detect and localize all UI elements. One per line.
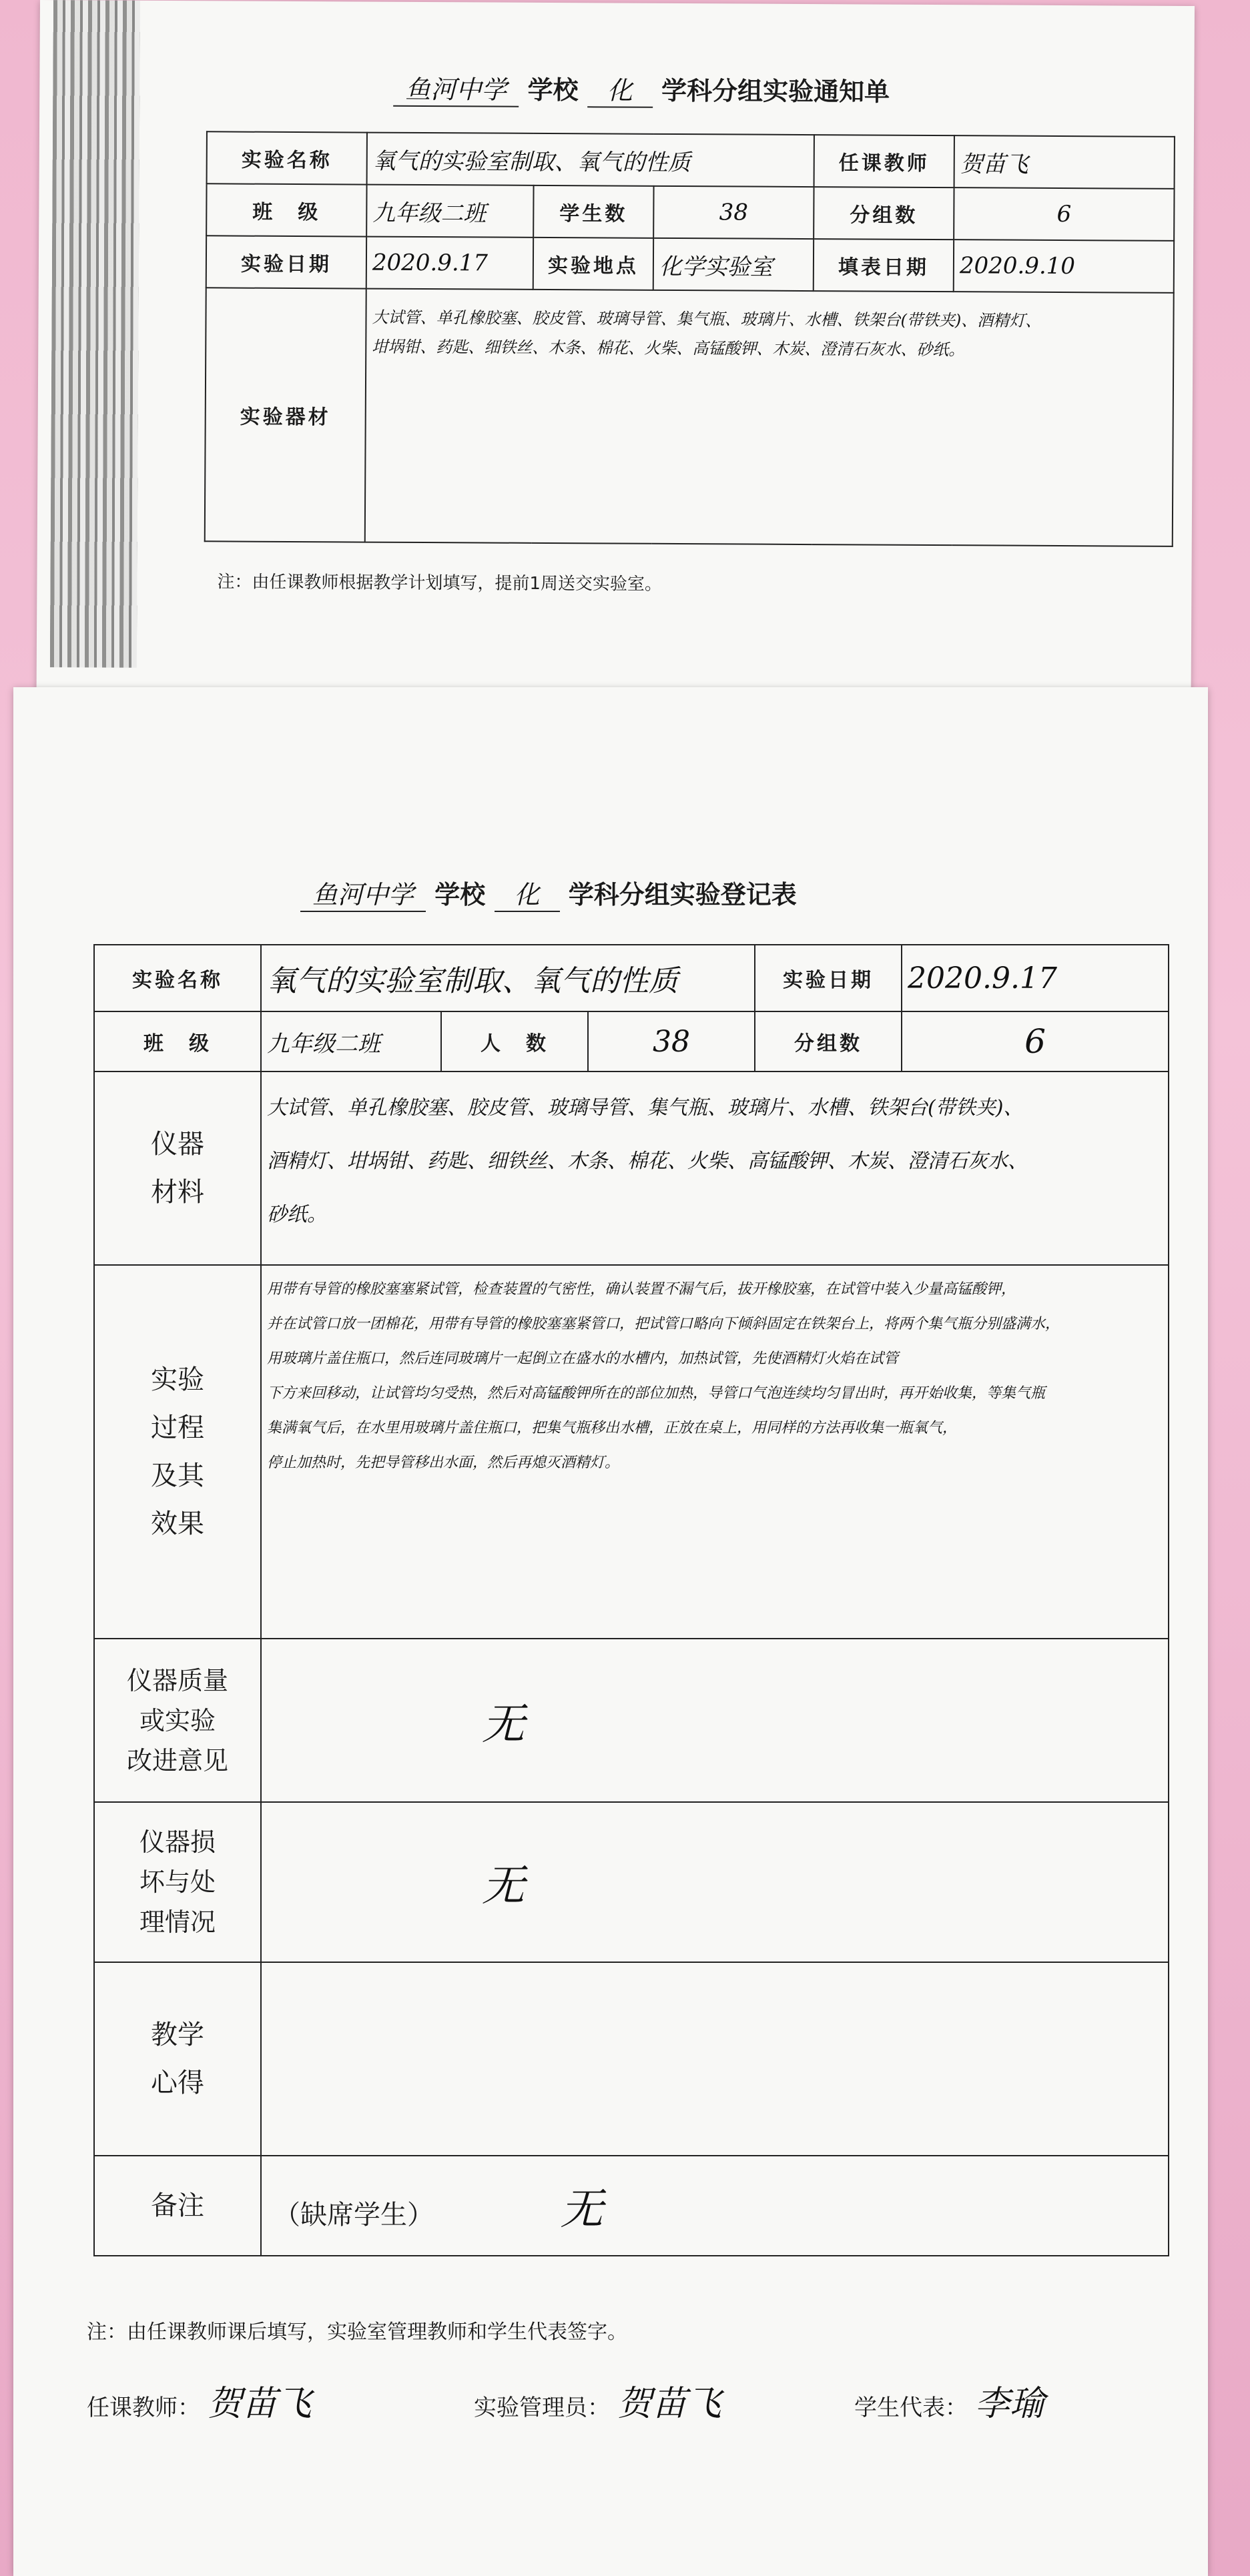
signature-manager (474, 2375, 721, 2425)
notice-footnote: 注：由任课教师根据教学计划填写，提前1周送交实验室。 (217, 572, 663, 594)
register-quality-label-2: 或实验 (139, 1705, 216, 1735)
notice-exp-name-label: 实验名称 (207, 131, 367, 184)
signature-student-label: 学生代表： (854, 2395, 968, 2421)
register-quality-label-3: 改进意见 (126, 1745, 228, 1775)
notice-students-label: 学生数 (533, 185, 653, 238)
register-reflection-label (94, 1962, 261, 2156)
register-instr-line1: 大试管、单孔橡胶塞、胶皮管、玻璃导管、集气瓶、玻璃片、水槽、铁架台(带铁夹)、 (267, 1096, 1024, 1120)
scan-edge-strip (50, 0, 140, 668)
notice-students: 38 (653, 186, 814, 239)
signature-student (854, 2375, 1044, 2425)
notice-date-label: 实验日期 (206, 236, 366, 288)
notice-table (204, 131, 1175, 547)
register-groups-label: 分组数 (755, 1011, 902, 1071)
register-proc-line4: 下方来回移动，让试管均匀受热，然后对高锰酸钾所在的部位加热，导管口气泡连续均匀冒出时，再开始收集，等集气瓶 (267, 1385, 1046, 1402)
register-damage-cell (261, 1802, 1169, 1962)
register-footnote: 注：由任课教师课后填写，实验室管理教师和学生代表签字。 (87, 2320, 627, 2344)
register-proc-line5: 集满氧气后，在水里用玻璃片盖住瓶口，把集气瓶移出水槽，正放在桌上，用同样的方法再收集一瓶氧气， (267, 1420, 958, 1436)
register-instr-label-1: 仪器 (151, 1129, 204, 1160)
register-proc-cell (261, 1265, 1169, 1639)
register-reflection-label-2: 心得 (151, 2068, 204, 2098)
register-exp-name: 氧气的实验室制取、氧气的性质 (261, 945, 755, 1011)
register-quality-label-1: 仪器质量 (126, 1665, 228, 1695)
register-remark-hint: （缺席学生） (274, 2200, 434, 2230)
notice-place: 化学实验室 (653, 238, 814, 291)
register-proc-line6: 停止加热时，先把导管移出水面，然后再熄灭酒精灯。 (267, 1454, 620, 1471)
register-proc-label-3: 及其 (151, 1460, 204, 1491)
register-school-label: 学校 (434, 880, 486, 909)
notice-title-suffix: 学科分组实验通知单 (661, 75, 890, 107)
notice-equipment-label: 实验器材 (205, 288, 366, 542)
register-remark: 无 (560, 2185, 603, 2234)
register-damage-label-1: 仪器损 (139, 1827, 216, 1857)
signature-manager-label: 实验管理员： (474, 2395, 610, 2421)
register-groups: 6 (902, 1011, 1169, 1071)
notice-title (393, 69, 890, 109)
register-proc-line2: 并在试管口放一团棉花，用带有导管的橡胶塞塞紧管口，把试管口略向下倾斜固定在铁架台上，将两个集气瓶分别盛满水， (267, 1316, 1060, 1332)
register-subject: 化 (495, 874, 560, 912)
register-damage: 无 (482, 1861, 525, 1911)
notice-class: 九年级二班 (366, 185, 533, 238)
notice-equipment-line2: 坩埚钳、药匙、细铁丝、木条、棉花、火柴、高锰酸钾、木炭、澄清石灰水、砂纸。 (372, 337, 965, 360)
notice-groups: 6 (954, 187, 1174, 241)
register-instr-cell (261, 1071, 1169, 1265)
register-exp-date: 2020.9.17 (902, 945, 1169, 1011)
register-proc-line1: 用带有导管的橡胶塞塞紧试管，检查装置的气密性，确认装置不漏气后，拔开橡胶塞，在试管中装入少量高锰酸钾， (267, 1281, 1016, 1298)
register-school: 鱼河中学 (300, 874, 426, 912)
register-class: 九年级二班 (261, 1011, 441, 1071)
register-instr-line3: 砂纸。 (267, 1203, 327, 1226)
register-remark-cell (261, 2156, 1169, 2256)
register-instr-label (94, 1071, 261, 1265)
notice-fill-date: 2020.9.10 (954, 240, 1174, 293)
notice-equipment-cell (365, 289, 1174, 546)
notice-school: 鱼河中学 (393, 69, 519, 107)
signature-manager-name: 贺苗飞 (617, 2384, 721, 2424)
signature-student-name: 李瑜 (974, 2384, 1044, 2424)
register-quality-label (94, 1639, 261, 1802)
register-damage-label-2: 坏与处 (139, 1867, 216, 1897)
notice-school-label: 学校 (527, 75, 579, 105)
register-people-label: 人 数 (441, 1011, 588, 1071)
register-people: 38 (588, 1011, 755, 1071)
signature-teacher-name: 贺苗飞 (207, 2384, 312, 2424)
register-damage-label (94, 1802, 261, 1962)
notice-teacher-label: 任课教师 (814, 135, 954, 187)
signature-teacher (87, 2375, 312, 2425)
register-proc-label-1: 实验 (151, 1364, 204, 1395)
notice-sheet (36, 0, 1195, 713)
register-quality: 无 (482, 1699, 525, 1749)
notice-class-label: 班 级 (206, 183, 366, 236)
register-proc-label-4: 效果 (151, 1509, 204, 1539)
signature-teacher-label: 任课教师： (87, 2395, 200, 2421)
register-reflection-label-1: 教学 (151, 2020, 204, 2050)
register-proc-label-2: 过程 (151, 1412, 204, 1443)
register-remark-label: 备注 (94, 2156, 261, 2256)
register-title (300, 874, 797, 912)
notice-place-label: 实验地点 (533, 238, 653, 290)
notice-groups-label: 分组数 (814, 187, 954, 240)
register-class-label: 班 级 (94, 1011, 261, 1071)
notice-fill-date-label: 填表日期 (814, 239, 954, 292)
register-exp-date-label: 实验日期 (755, 945, 902, 1011)
register-sheet (13, 687, 1208, 2576)
register-proc-label (94, 1265, 261, 1639)
notice-date: 2020.9.17 (366, 237, 533, 290)
register-damage-label-3: 理情况 (139, 1907, 216, 1937)
register-quality-cell (261, 1639, 1169, 1802)
register-table (93, 944, 1169, 2256)
register-proc-line3: 用玻璃片盖住瓶口，然后连同玻璃片一起倒立在盛水的水槽内，加热试管，先使酒精灯火焰在试管 (267, 1350, 899, 1367)
register-instr-line2: 酒精灯、坩埚钳、药匙、细铁丝、木条、棉花、火柴、高锰酸钾、木炭、澄清石灰水、 (267, 1150, 1028, 1173)
register-title-suffix: 学科分组实验登记表 (568, 880, 797, 909)
notice-subject: 化 (587, 69, 653, 108)
register-reflection-cell (261, 1962, 1169, 2156)
notice-exp-name: 氧气的实验室制取、氧气的性质 (367, 133, 814, 187)
notice-equipment-line1: 大试管、单孔橡胶塞、胶皮管、玻璃导管、集气瓶、玻璃片、水槽、铁架台(带铁夹)、酒精灯、 (372, 308, 1042, 330)
notice-teacher: 贺苗飞 (954, 135, 1175, 189)
register-exp-name-label: 实验名称 (94, 945, 261, 1011)
register-instr-label-2: 材料 (151, 1177, 204, 1208)
